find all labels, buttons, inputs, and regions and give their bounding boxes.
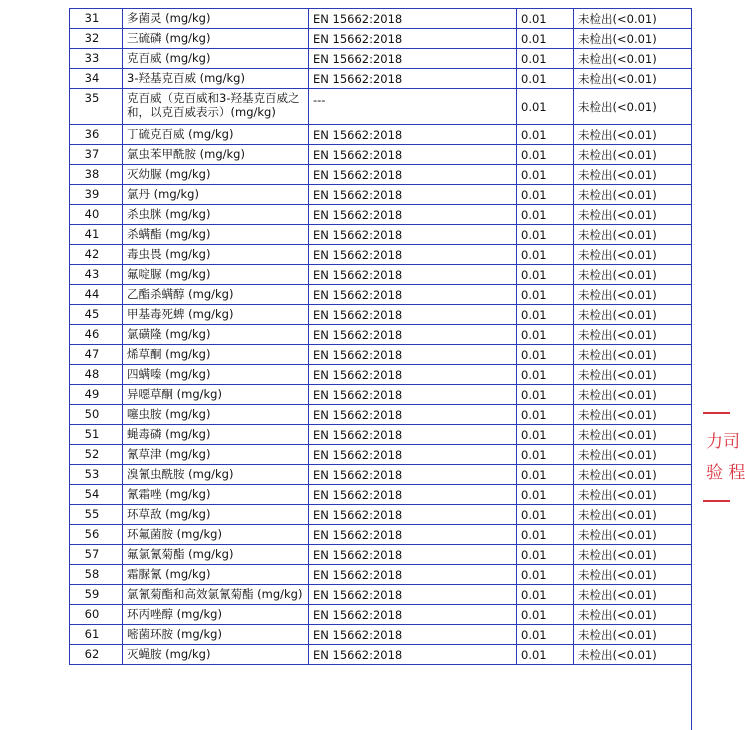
test-item: 灭幼脲 (mg/kg) [123,165,309,185]
test-item: 四螨嗪 (mg/kg) [123,365,309,385]
row-number: 36 [70,125,123,145]
test-item: 噻虫胺 (mg/kg) [123,405,309,425]
table-row [70,345,692,365]
test-item: 霜脲氰 (mg/kg) [123,565,309,585]
test-item: 环丙唑醇 (mg/kg) [123,605,309,625]
table-row [70,69,692,89]
seal-stamp-fragment [703,412,745,504]
test-result: 未检出(<0.01) [574,9,692,29]
test-method: EN 15662:2018 [309,425,517,445]
table-row [70,49,692,69]
test-result: 未检出(<0.01) [574,445,692,465]
stamp-text-line1: 力司 [706,432,740,452]
row-number: 56 [70,525,123,545]
test-item: 杀虫脒 (mg/kg) [123,205,309,225]
test-result: 未检出(<0.01) [574,305,692,325]
test-result: 未检出(<0.01) [574,125,692,145]
test-method: EN 15662:2018 [309,29,517,49]
test-method: EN 15662:2018 [309,545,517,565]
table-row [70,225,692,245]
test-item: 氯磺隆 (mg/kg) [123,325,309,345]
row-number: 45 [70,305,123,325]
results-table-body [70,9,692,665]
test-item: 烯草酮 (mg/kg) [123,345,309,365]
test-item: 环草敌 (mg/kg) [123,505,309,525]
table-row [70,89,692,125]
test-item: 克百威（克百威和3-羟基克百威之和，以克百威表示）(mg/kg) [123,89,309,125]
test-method: EN 15662:2018 [309,9,517,29]
row-number: 58 [70,565,123,585]
row-number: 51 [70,425,123,445]
row-number: 49 [70,385,123,405]
test-item: 氯虫苯甲酰胺 (mg/kg) [123,145,309,165]
test-item: 克百威 (mg/kg) [123,49,309,69]
test-method: EN 15662:2018 [309,245,517,265]
results-table [69,8,692,665]
test-result: 未检出(<0.01) [574,49,692,69]
test-method: EN 15662:2018 [309,465,517,485]
test-item: 杀螨酯 (mg/kg) [123,225,309,245]
detection-limit: 0.01 [517,165,574,185]
table-row [70,29,692,49]
test-result: 未检出(<0.01) [574,325,692,345]
test-result: 未检出(<0.01) [574,225,692,245]
test-result: 未检出(<0.01) [574,145,692,165]
row-number: 32 [70,29,123,49]
row-number: 33 [70,49,123,69]
test-method: EN 15662:2018 [309,305,517,325]
table-row [70,205,692,225]
table-row [70,585,692,605]
stamp-rule-top [703,412,730,414]
detection-limit: 0.01 [517,29,574,49]
table-row [70,125,692,145]
test-item: 多菌灵 (mg/kg) [123,9,309,29]
test-result: 未检出(<0.01) [574,485,692,505]
detection-limit: 0.01 [517,265,574,285]
row-number: 35 [70,89,123,125]
test-method: EN 15662:2018 [309,49,517,69]
table-row [70,9,692,29]
row-number: 53 [70,465,123,485]
detection-limit: 0.01 [517,285,574,305]
test-item: 氯氰菊酯和高效氯氰菊酯 (mg/kg) [123,585,309,605]
test-item: 氰霜唑 (mg/kg) [123,485,309,505]
detection-limit: 0.01 [517,585,574,605]
test-result: 未检出(<0.01) [574,285,692,305]
detection-limit: 0.01 [517,305,574,325]
test-result: 未检出(<0.01) [574,245,692,265]
row-number: 40 [70,205,123,225]
detection-limit: 0.01 [517,9,574,29]
test-item: 异噁草酮 (mg/kg) [123,385,309,405]
detection-limit: 0.01 [517,245,574,265]
test-method: EN 15662:2018 [309,285,517,305]
test-item: 氟啶脲 (mg/kg) [123,265,309,285]
detection-limit: 0.01 [517,205,574,225]
stamp-rule-bottom [703,500,730,502]
test-result: 未检出(<0.01) [574,345,692,365]
test-result: 未检出(<0.01) [574,585,692,605]
test-result: 未检出(<0.01) [574,565,692,585]
detection-limit: 0.01 [517,485,574,505]
table-row [70,245,692,265]
row-number: 31 [70,9,123,29]
test-result: 未检出(<0.01) [574,405,692,425]
detection-limit: 0.01 [517,465,574,485]
table-row [70,165,692,185]
test-method: EN 15662:2018 [309,165,517,185]
test-method: EN 15662:2018 [309,345,517,365]
test-method: EN 15662:2018 [309,385,517,405]
row-number: 44 [70,285,123,305]
table-row [70,325,692,345]
test-result: 未检出(<0.01) [574,385,692,405]
stamp-text-line2: 验 程 [706,463,745,483]
test-item: 毒虫畏 (mg/kg) [123,245,309,265]
test-result: 未检出(<0.01) [574,605,692,625]
test-result: 未检出(<0.01) [574,505,692,525]
detection-limit: 0.01 [517,325,574,345]
detection-limit: 0.01 [517,625,574,645]
detection-limit: 0.01 [517,145,574,165]
test-result: 未检出(<0.01) [574,465,692,485]
table-row [70,385,692,405]
test-result: 未检出(<0.01) [574,425,692,445]
table-row [70,405,692,425]
row-number: 48 [70,365,123,385]
row-number: 61 [70,625,123,645]
test-item: 溴氰虫酰胺 (mg/kg) [123,465,309,485]
test-item: 三硫磷 (mg/kg) [123,29,309,49]
test-result: 未检出(<0.01) [574,165,692,185]
table-row [70,365,692,385]
test-method: EN 15662:2018 [309,145,517,165]
row-number: 39 [70,185,123,205]
row-number: 42 [70,245,123,265]
row-number: 62 [70,645,123,665]
detection-limit: 0.01 [517,505,574,525]
detection-limit: 0.01 [517,645,574,665]
table-row [70,465,692,485]
test-result: 未检出(<0.01) [574,525,692,545]
test-item: 甲基毒死蜱 (mg/kg) [123,305,309,325]
detection-limit: 0.01 [517,365,574,385]
test-method: EN 15662:2018 [309,585,517,605]
test-method: EN 15662:2018 [309,485,517,505]
detection-limit: 0.01 [517,69,574,89]
test-method: EN 15662:2018 [309,605,517,625]
table-row [70,265,692,285]
detection-limit: 0.01 [517,89,574,125]
detection-limit: 0.01 [517,525,574,545]
row-number: 38 [70,165,123,185]
row-number: 46 [70,325,123,345]
detection-limit: 0.01 [517,385,574,405]
table-row [70,565,692,585]
test-item: 3-羟基克百威 (mg/kg) [123,69,309,89]
row-number: 54 [70,485,123,505]
test-item: 灭蝇胺 (mg/kg) [123,645,309,665]
detection-limit: 0.01 [517,545,574,565]
test-method: EN 15662:2018 [309,645,517,665]
row-number: 43 [70,265,123,285]
test-method: EN 15662:2018 [309,325,517,345]
detection-limit: 0.01 [517,445,574,465]
test-result: 未检出(<0.01) [574,89,692,125]
test-method: EN 15662:2018 [309,185,517,205]
test-method: EN 15662:2018 [309,225,517,245]
table-row [70,285,692,305]
table-row [70,545,692,565]
test-method: EN 15662:2018 [309,205,517,225]
test-method: EN 15662:2018 [309,265,517,285]
row-number: 59 [70,585,123,605]
test-method: EN 15662:2018 [309,565,517,585]
row-number: 34 [70,69,123,89]
row-number: 52 [70,445,123,465]
row-number: 37 [70,145,123,165]
test-result: 未检出(<0.01) [574,205,692,225]
detection-limit: 0.01 [517,49,574,69]
row-number: 47 [70,345,123,365]
row-number: 41 [70,225,123,245]
detection-limit: 0.01 [517,225,574,245]
detection-limit: 0.01 [517,425,574,445]
test-method: EN 15662:2018 [309,625,517,645]
test-method: EN 15662:2018 [309,405,517,425]
test-item: 氰草津 (mg/kg) [123,445,309,465]
test-method: EN 15662:2018 [309,69,517,89]
table-row [70,625,692,645]
detection-limit: 0.01 [517,405,574,425]
table-row [70,185,692,205]
test-result: 未检出(<0.01) [574,69,692,89]
test-result: 未检出(<0.01) [574,645,692,665]
test-method: EN 15662:2018 [309,525,517,545]
row-number: 50 [70,405,123,425]
detection-limit: 0.01 [517,345,574,365]
table-row [70,645,692,665]
test-method: EN 15662:2018 [309,125,517,145]
table-row [70,485,692,505]
test-item: 蝇毒磷 (mg/kg) [123,425,309,445]
test-result: 未检出(<0.01) [574,365,692,385]
table-row [70,445,692,465]
test-item: 乙酯杀螨醇 (mg/kg) [123,285,309,305]
test-result: 未检出(<0.01) [574,185,692,205]
test-item: 环氟菌胺 (mg/kg) [123,525,309,545]
test-item: 氟氯氰菊酯 (mg/kg) [123,545,309,565]
test-result: 未检出(<0.01) [574,545,692,565]
test-method: EN 15662:2018 [309,365,517,385]
table-row [70,425,692,445]
test-result: 未检出(<0.01) [574,265,692,285]
test-item: 氯丹 (mg/kg) [123,185,309,205]
test-method: EN 15662:2018 [309,505,517,525]
table-row [70,305,692,325]
test-item: 嘧菌环胺 (mg/kg) [123,625,309,645]
detection-limit: 0.01 [517,185,574,205]
table-row [70,605,692,625]
test-method: --- [309,89,517,125]
table-row [70,525,692,545]
detection-limit: 0.01 [517,125,574,145]
test-item: 丁硫克百威 (mg/kg) [123,125,309,145]
test-result: 未检出(<0.01) [574,29,692,49]
row-number: 55 [70,505,123,525]
detection-limit: 0.01 [517,605,574,625]
test-result: 未检出(<0.01) [574,625,692,645]
table-row [70,145,692,165]
table-right-border [691,8,692,730]
detection-limit: 0.01 [517,565,574,585]
table-row [70,505,692,525]
test-method: EN 15662:2018 [309,445,517,465]
row-number: 57 [70,545,123,565]
row-number: 60 [70,605,123,625]
